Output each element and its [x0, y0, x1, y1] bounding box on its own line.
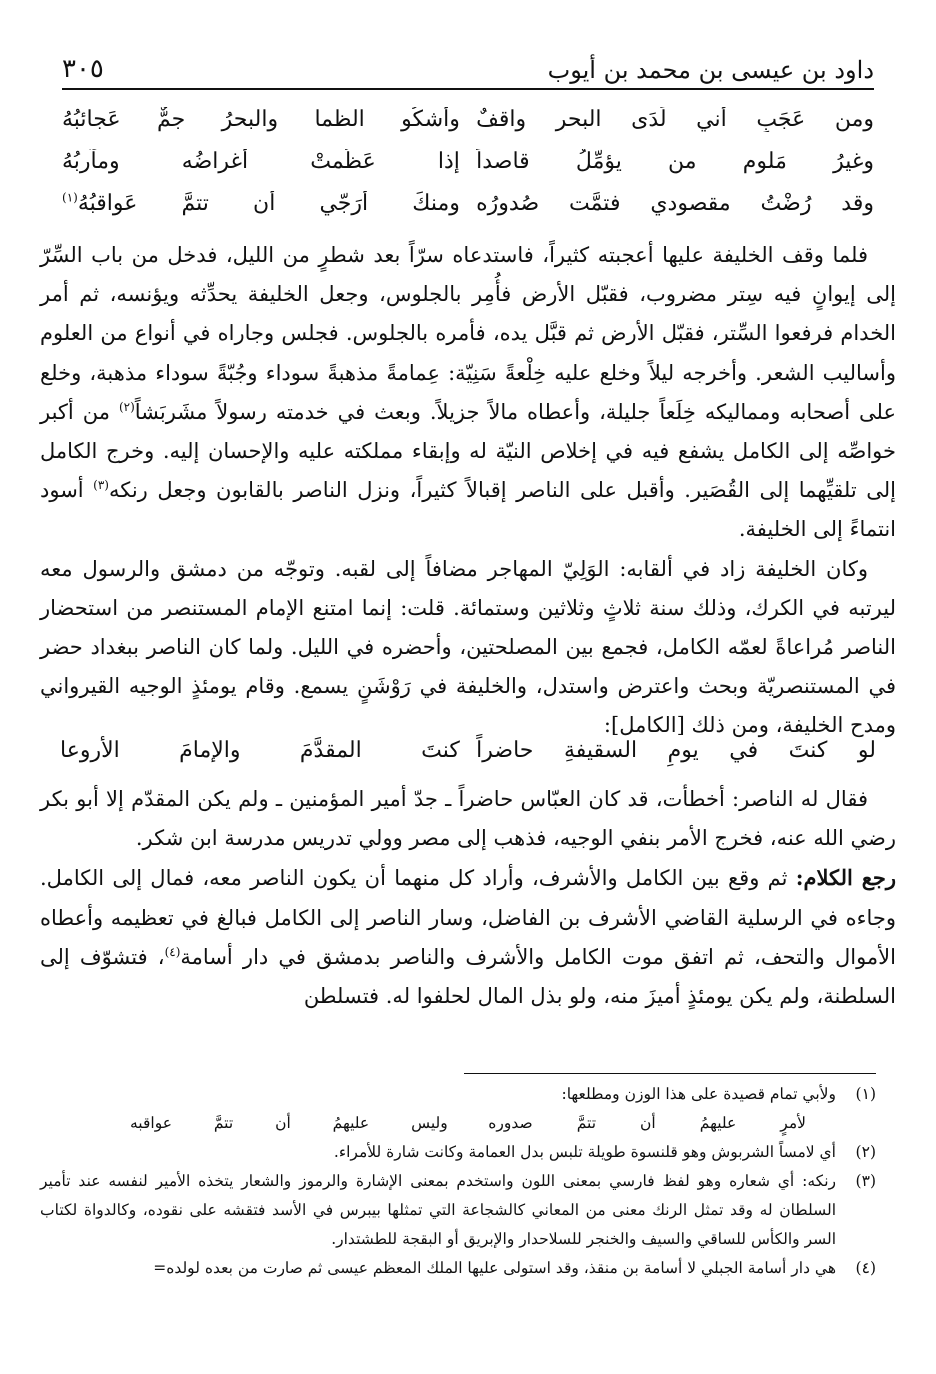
- footnote-number: (١): [855, 1085, 876, 1103]
- paragraph-text: فلما وقف الخليفة عليها أعجبته كثيراً، فاستدعاه سرّاً بعد شطرٍ من الليل، فدخل من باب السِّرّ إلى إيوانٍ فيه سِتر مضروب، فقبّل الأرض فأُمِر بالجلوس، وجعل الخليفة يحدِّثه ويؤنسه، ثم أمر الخدام فرفعوا السِّتر، فقبّل الأرض ثم قبَّل يده، فأمره بالجلوس. فجلس وجاراه في أنواع من العلوم وأساليب الشعر. وأخرجه ليلاً وخلع عليه خِلْعةً سَنِيّة: عِمامةً مذهبةً سوداء وجُبّةً سوداء مذهبة، وخلع على أصحابه ومماليكه خِلَعاً جليلة، وأعطاه مالاً جزيلاً. وبعث في خدمته رسولاً مشَربَشاً: [40, 243, 896, 424]
- footnote: [40, 1254, 876, 1283]
- footnote: [40, 1167, 876, 1254]
- verse-left-hemistich: إذا عَظُمتْ أغراضُه ومآربُهُ: [62, 148, 460, 174]
- footnote-number: (٣): [855, 1172, 876, 1190]
- footnote-ref: (٢): [118, 399, 135, 414]
- body-text-1: [40, 236, 896, 746]
- verse-line: [60, 738, 876, 763]
- verse-left-hemistich: وليس عليهمُ أن تتمَّ عواقبه: [130, 1114, 448, 1132]
- footnote-ref: (٣): [93, 478, 109, 493]
- body-text-2: [40, 780, 896, 1016]
- verse-left-hemistich: [62, 191, 460, 216]
- footnote-number: (٢): [855, 1143, 876, 1161]
- verse-right-hemistich: وقد رُضْتُ مقصودي فتمَّت صُدورُه: [476, 190, 874, 216]
- paragraph: [40, 858, 896, 1016]
- page-number: ٣٠٥: [62, 54, 104, 84]
- verse-line: [62, 140, 874, 182]
- footnote-text: ولأبي تمام قصيدة على هذا الوزن ومطلعها:: [561, 1085, 836, 1103]
- footnote-divider: [464, 1073, 876, 1074]
- poem-block: [62, 98, 874, 224]
- verse-right-hemistich: لو كنتَ في يومِ السقيفةِ حاضراً: [476, 738, 876, 763]
- running-title: داود بن عيسى بن محمد بن أيوب: [547, 56, 874, 84]
- paragraph: وكان الخليفة زاد في ألقابه: الوَلِيّ المهاجر مضافاً إلى لقبه. وتوجّه من دمشق والرسول معه ليرتبه في الكرك، وذلك سنة ثلاثٍ وثلاثين وستمائة. قلت: إنما امتنع الإمام المستنصر من استحضار الناصر مُراعاةً لعمّه الكامل، فجمع بين المصلحتين، وأحضره في الليل. ولما كان الناصر ببغداد حضر في المستنصريّة وبحث واعترض واستدل، والخليفة في رَوْشَنٍ يسمع. وقام يومئذٍ الوجيه القيرواني ومدح الخليفة، ومن ذلك [الكامل]:: [40, 556, 896, 738]
- footnote: [40, 1138, 876, 1167]
- footnote-number: (٤): [855, 1259, 876, 1277]
- verse-right-hemistich: ومن عَجَبٍ أني لَدَى البحرِ واقفٌ: [476, 106, 874, 132]
- verse-line: [62, 98, 874, 140]
- paragraph-text: أسود انتماءً إلى الخليفة.: [40, 478, 896, 542]
- footnote-ref: (١): [62, 190, 78, 205]
- verse-text: ومنكَ أُرَجّي أن تتمَّ عَواقبُهُ: [77, 190, 460, 216]
- verse-left-hemistich: وأشكُو الظما والبحرُ جمٌّ عَجائبُهُ: [62, 106, 460, 132]
- footnote-verse: [40, 1109, 876, 1138]
- verse-line: [62, 182, 874, 224]
- verse-right-hemistich: لأمرٍ عليهمُ أن تتمَّ صدوره: [488, 1114, 806, 1132]
- page-header: [62, 40, 874, 90]
- verse-left-hemistich: كنتَ المقدَّمَ والإمامَ الأروعا: [60, 738, 460, 763]
- footnotes: [40, 1080, 876, 1283]
- footnote: [40, 1080, 876, 1109]
- paragraph: فقال له الناصر: أخطأت، قد كان العبّاس حاضراً ـ جدّ أمير المؤمنين ـ ولم يكن المقدّم إلا أبو بكر رضي الله عنه، فخرج الأمر بنفي الوجيه، فذهب إلى مصر وولي تدريس مدرسة ابن شكر.: [40, 787, 896, 851]
- verse-right-hemistich: وغيرُ مَلومٍ من يؤمِّلُ قاصداً: [476, 148, 874, 174]
- paragraph: [40, 236, 896, 550]
- footnote-text: هي دار أسامة الجبلي لا أسامة بن منقذ، وقد استولى عليها الملك المعظم عيسى ثم صارت من بعده لولده=: [153, 1259, 836, 1277]
- paragraph-text: من أكبر خواصِّه إلى الكامل يشفع فيه في إخلاص النيّة له وإبقاء مملكته عليه والإحسان إليه. وخرج الكامل إلى تلقيِّهما إلى القُصَير. وأقبل على الناصر إقبالاً كثيراً، ونزل الناصر بالقابون وجعل رنكه: [40, 399, 896, 503]
- footnote-text: أي لامساً الشربوش وهو قلنسوة طويلة تلبس بدل العمامة وكانت شارة للأمراء.: [333, 1143, 836, 1161]
- footnote-text: رنكه: أي شعاره وهو لفظ فارسي بمعنى اللون واستخدم بمعنى الإشارة والرموز والشعار يتخذه الأمير لنفسه عند تأمير السلطان له وقد تمثل الرنك معنى من المعاني كالشجاعة التي تمثلها بيبرس في الأسد فتقشه على نقوده، وكالدواة لكتاب السر والكأس للساقي والسيف والخنجر للسلاحدار والإبريق أو البقجة للطشتدار.: [40, 1172, 836, 1248]
- paragraph-text: ، فتشوّف إلى السلطنة، ولم يكن يومئذٍ أميزَ منه، ولو بذل المال لحلفوا له. فتسلطن: [40, 944, 896, 1009]
- section-lead: رجع الكلام:: [795, 865, 896, 891]
- paragraph-text: ثم وقع بين الكامل والأشرف، وأراد كل منهما أن يكون الناصر معه، فمال إلى الكامل. وجاءه في الرسلية القاضي الأشرف بن الفاضل، وسار الناصر إلى الكامل فبالغ في تعظيمه وأعطاه الأموال والتحف، ثم اتفق موت الكامل والأشرف والناصر بدمشق في دار أسامة: [40, 866, 896, 969]
- footnote-ref: (٤): [164, 944, 181, 959]
